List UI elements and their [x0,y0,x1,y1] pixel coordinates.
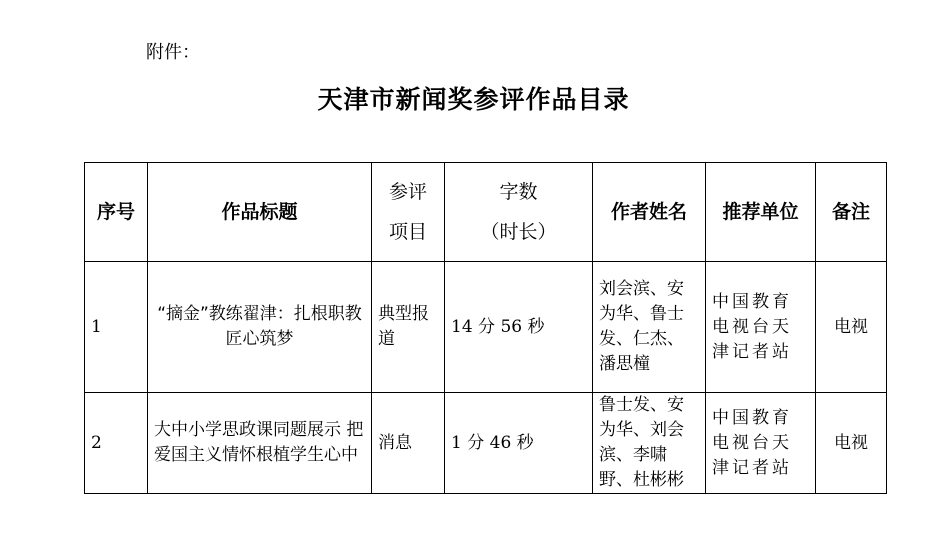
cell-authors: 刘会滨、安为华、鲁士发、仁杰、潘思橦 [593,262,706,393]
cell-title: 大中小学思政课同题展示 把爱国主义情怀根植学生心中 [148,393,372,494]
cell-unit: 中国教育电视台天津记者站 [706,262,816,393]
attachment-label: 附件： [146,42,200,63]
header-length-line2: （时长） [480,221,557,243]
cell-index: 1 [85,262,148,393]
document-title: 天津市新闻奖参评作品目录 [317,85,630,114]
header-category-line1: 参评 [388,181,427,203]
table-row [85,262,887,393]
cell-length: 1 分 46 秒 [445,393,593,494]
cell-category: 典型报道 [372,262,445,393]
cell-note: 电视 [816,393,887,494]
header-category [372,163,445,262]
header-category-line2: 项目 [388,221,427,243]
cell-note: 电视 [816,262,887,393]
works-table [84,162,887,494]
cell-title: “摘金”教练翟津：扎根职教 匠心筑梦 [148,262,372,393]
header-length [445,163,593,262]
header-title: 作品标题 [148,163,372,262]
table-row [85,393,887,494]
cell-category: 消息 [372,393,445,494]
cell-length: 14 分 56 秒 [445,262,593,393]
header-note: 备注 [816,163,887,262]
header-unit: 推荐单位 [706,163,816,262]
table-header-row [85,163,887,262]
header-length-line1: 字数 [499,181,538,203]
header-authors: 作者姓名 [593,163,706,262]
cell-index: 2 [85,393,148,494]
cell-unit: 中国教育电视台天津记者站 [706,393,816,494]
header-index: 序号 [85,163,148,262]
cell-authors: 鲁士发、安为华、刘会滨、李啸野、杜彬彬 [593,393,706,494]
